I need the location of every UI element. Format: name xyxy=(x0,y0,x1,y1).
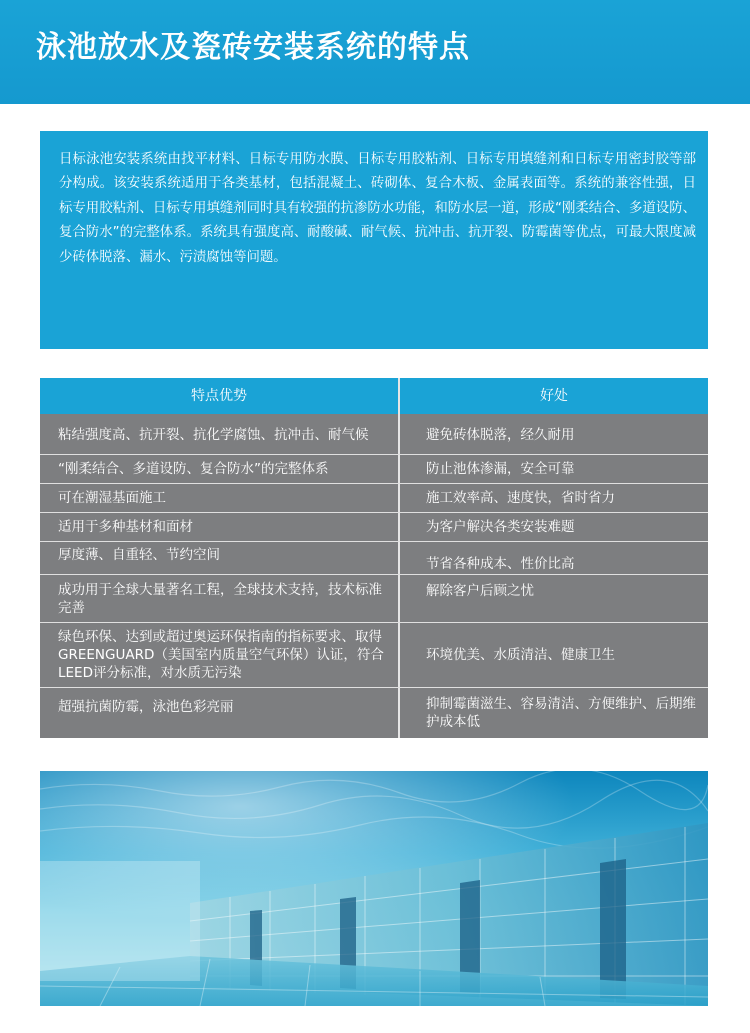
table-cell-benefit: 解除客户后顾之忧 xyxy=(426,583,534,599)
page-header xyxy=(0,0,750,104)
header-benefit: 好处 xyxy=(540,388,568,404)
table-cell-feature: 适用于多种基材和面材 xyxy=(58,519,193,535)
feature-table xyxy=(40,378,708,738)
table-cell-benefit: 环境优美、水质清洁、健康卫生 xyxy=(426,647,615,663)
table-cell-feature: “刚柔结合、多道设防、复合防水”的完整体系 xyxy=(58,461,329,477)
intro-box xyxy=(40,131,708,349)
pool-illustration xyxy=(40,771,708,1006)
table-cell-feature: 超强抗菌防霉，泳池色彩亮丽 xyxy=(58,699,234,715)
underwater-pool-photo xyxy=(40,771,708,1006)
column-divider xyxy=(398,378,400,738)
page-title: 泳池放水及瓷砖安装系统的特点 xyxy=(36,30,470,65)
table-cell-benefit: 避免砖体脱落，经久耐用 xyxy=(426,426,575,443)
table-cell-feature: 绿色环保、达到或超过奥运环保指南的指标要求、取得GREENGUARD（美国室内质量空气环保）认证，符合LEED评分标准，对水质无污染 xyxy=(58,629,384,681)
table-cell-benefit: 节省各种成本、性价比高 xyxy=(426,556,575,572)
table-cell-benefit: 为客户解决各类安装难题 xyxy=(426,519,575,535)
table-cell-feature: 厚度薄、自重轻、节约空间 xyxy=(58,547,220,563)
table-cell-benefit: 施工效率高、速度快，省时省力 xyxy=(426,490,615,506)
table-cell-feature: 可在潮湿基面施工 xyxy=(58,490,166,506)
table-cell-benefit: 抑制霉菌滋生、容易清洁、方便维护、后期维护成本低 xyxy=(426,696,696,730)
table-cell-feature: 成功用于全球大量著名工程，全球技术支持，技术标准完善 xyxy=(58,581,382,616)
table-cell-benefit: 防止池体渗漏，安全可靠 xyxy=(426,461,575,477)
table-cell-feature: 粘结强度高、抗开裂、抗化学腐蚀、抗冲击、耐气候 xyxy=(58,426,369,443)
table-header xyxy=(40,378,708,414)
intro-paragraph: 日标泳池安装系统由找平材料、日标专用防水膜、日标专用胶粘剂、日标专用填缝剂和日标专用密封胶等部分构成。该安装系统适用于各类基材，包括混凝土、砖砌体、复合木板、金属表面等。系统的兼容性强，日标专用胶粘剂、日标专用填缝剂同时具有较强的抗渗防水功能，和防水层一道，形成“刚柔结合、多道设防、复合防水”的完整体系。系统具有强度高、耐酸碱、耐气候、抗冲击、抗开裂、防霉菌等优点，可最大限度减少砖体脱落、漏水、污渍腐蚀等问题。 xyxy=(59,152,696,265)
header-feature: 特点优势 xyxy=(191,388,247,404)
